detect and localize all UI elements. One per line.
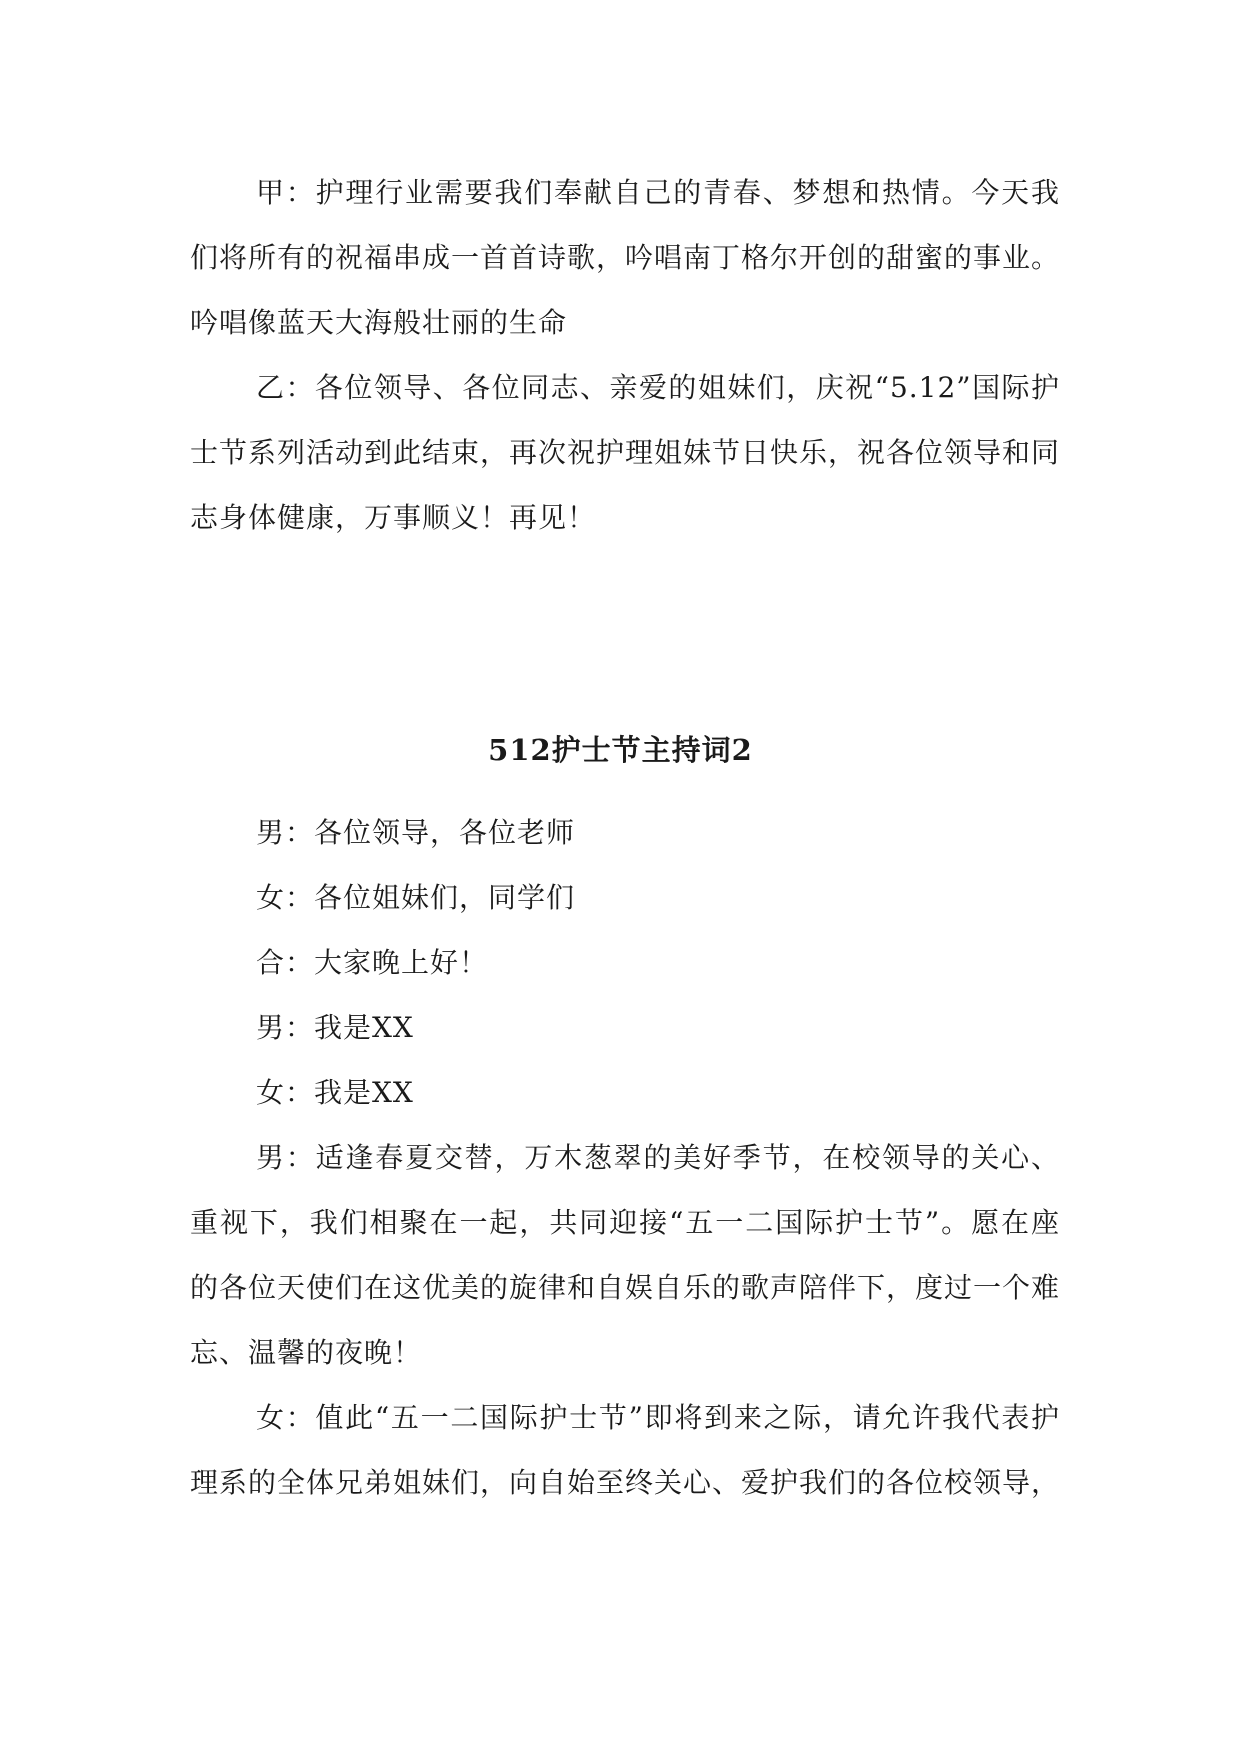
paragraph: 女：值此“五一二国际护士节”即将到来之际，请允许我代表护理系的全体兄弟姐妹们，向自始至终关心、爱护我们的各位校领导， [190,1401,1061,1499]
host-script-section [190,800,1060,1515]
closing-remarks-section [190,160,1060,550]
section-title: 512护士节主持词2 [488,733,753,767]
paragraph: 甲：护理行业需要我们奉献自己的青春、梦想和热情。今天我们将所有的祝福串成一首首诗歌，吟唱南丁格尔开创的甜蜜的事业。吟唱像蓝天大海般壮丽的生命 [190,176,1061,339]
paragraph: 乙：各位领导、各位同志、亲爱的姐妹们，庆祝“5.12”国际护士节系列活动到此结束，再次祝护理姐妹节日快乐，祝各位领导和同志身体健康，万事顺义！再见！ [190,371,1061,534]
paragraph: 男：适逢春夏交替，万木葱翠的美好季节，在校领导的关心、重视下，我们相聚在一起，共同迎接“五一二国际护士节”。愿在座的各位天使们在这优美的旋律和自娱自乐的歌声陪伴下，度过一个难忘、温馨的夜晚！ [190,1141,1061,1369]
paragraph: 合：大家晚上好！ [256,946,489,979]
paragraph: 女：各位姐妹们，同学们 [256,881,576,914]
paragraph: 男：各位领导，各位老师 [256,816,576,849]
paragraph: 男：我是XX [256,1011,414,1044]
paragraph: 女：我是XX [256,1076,414,1109]
